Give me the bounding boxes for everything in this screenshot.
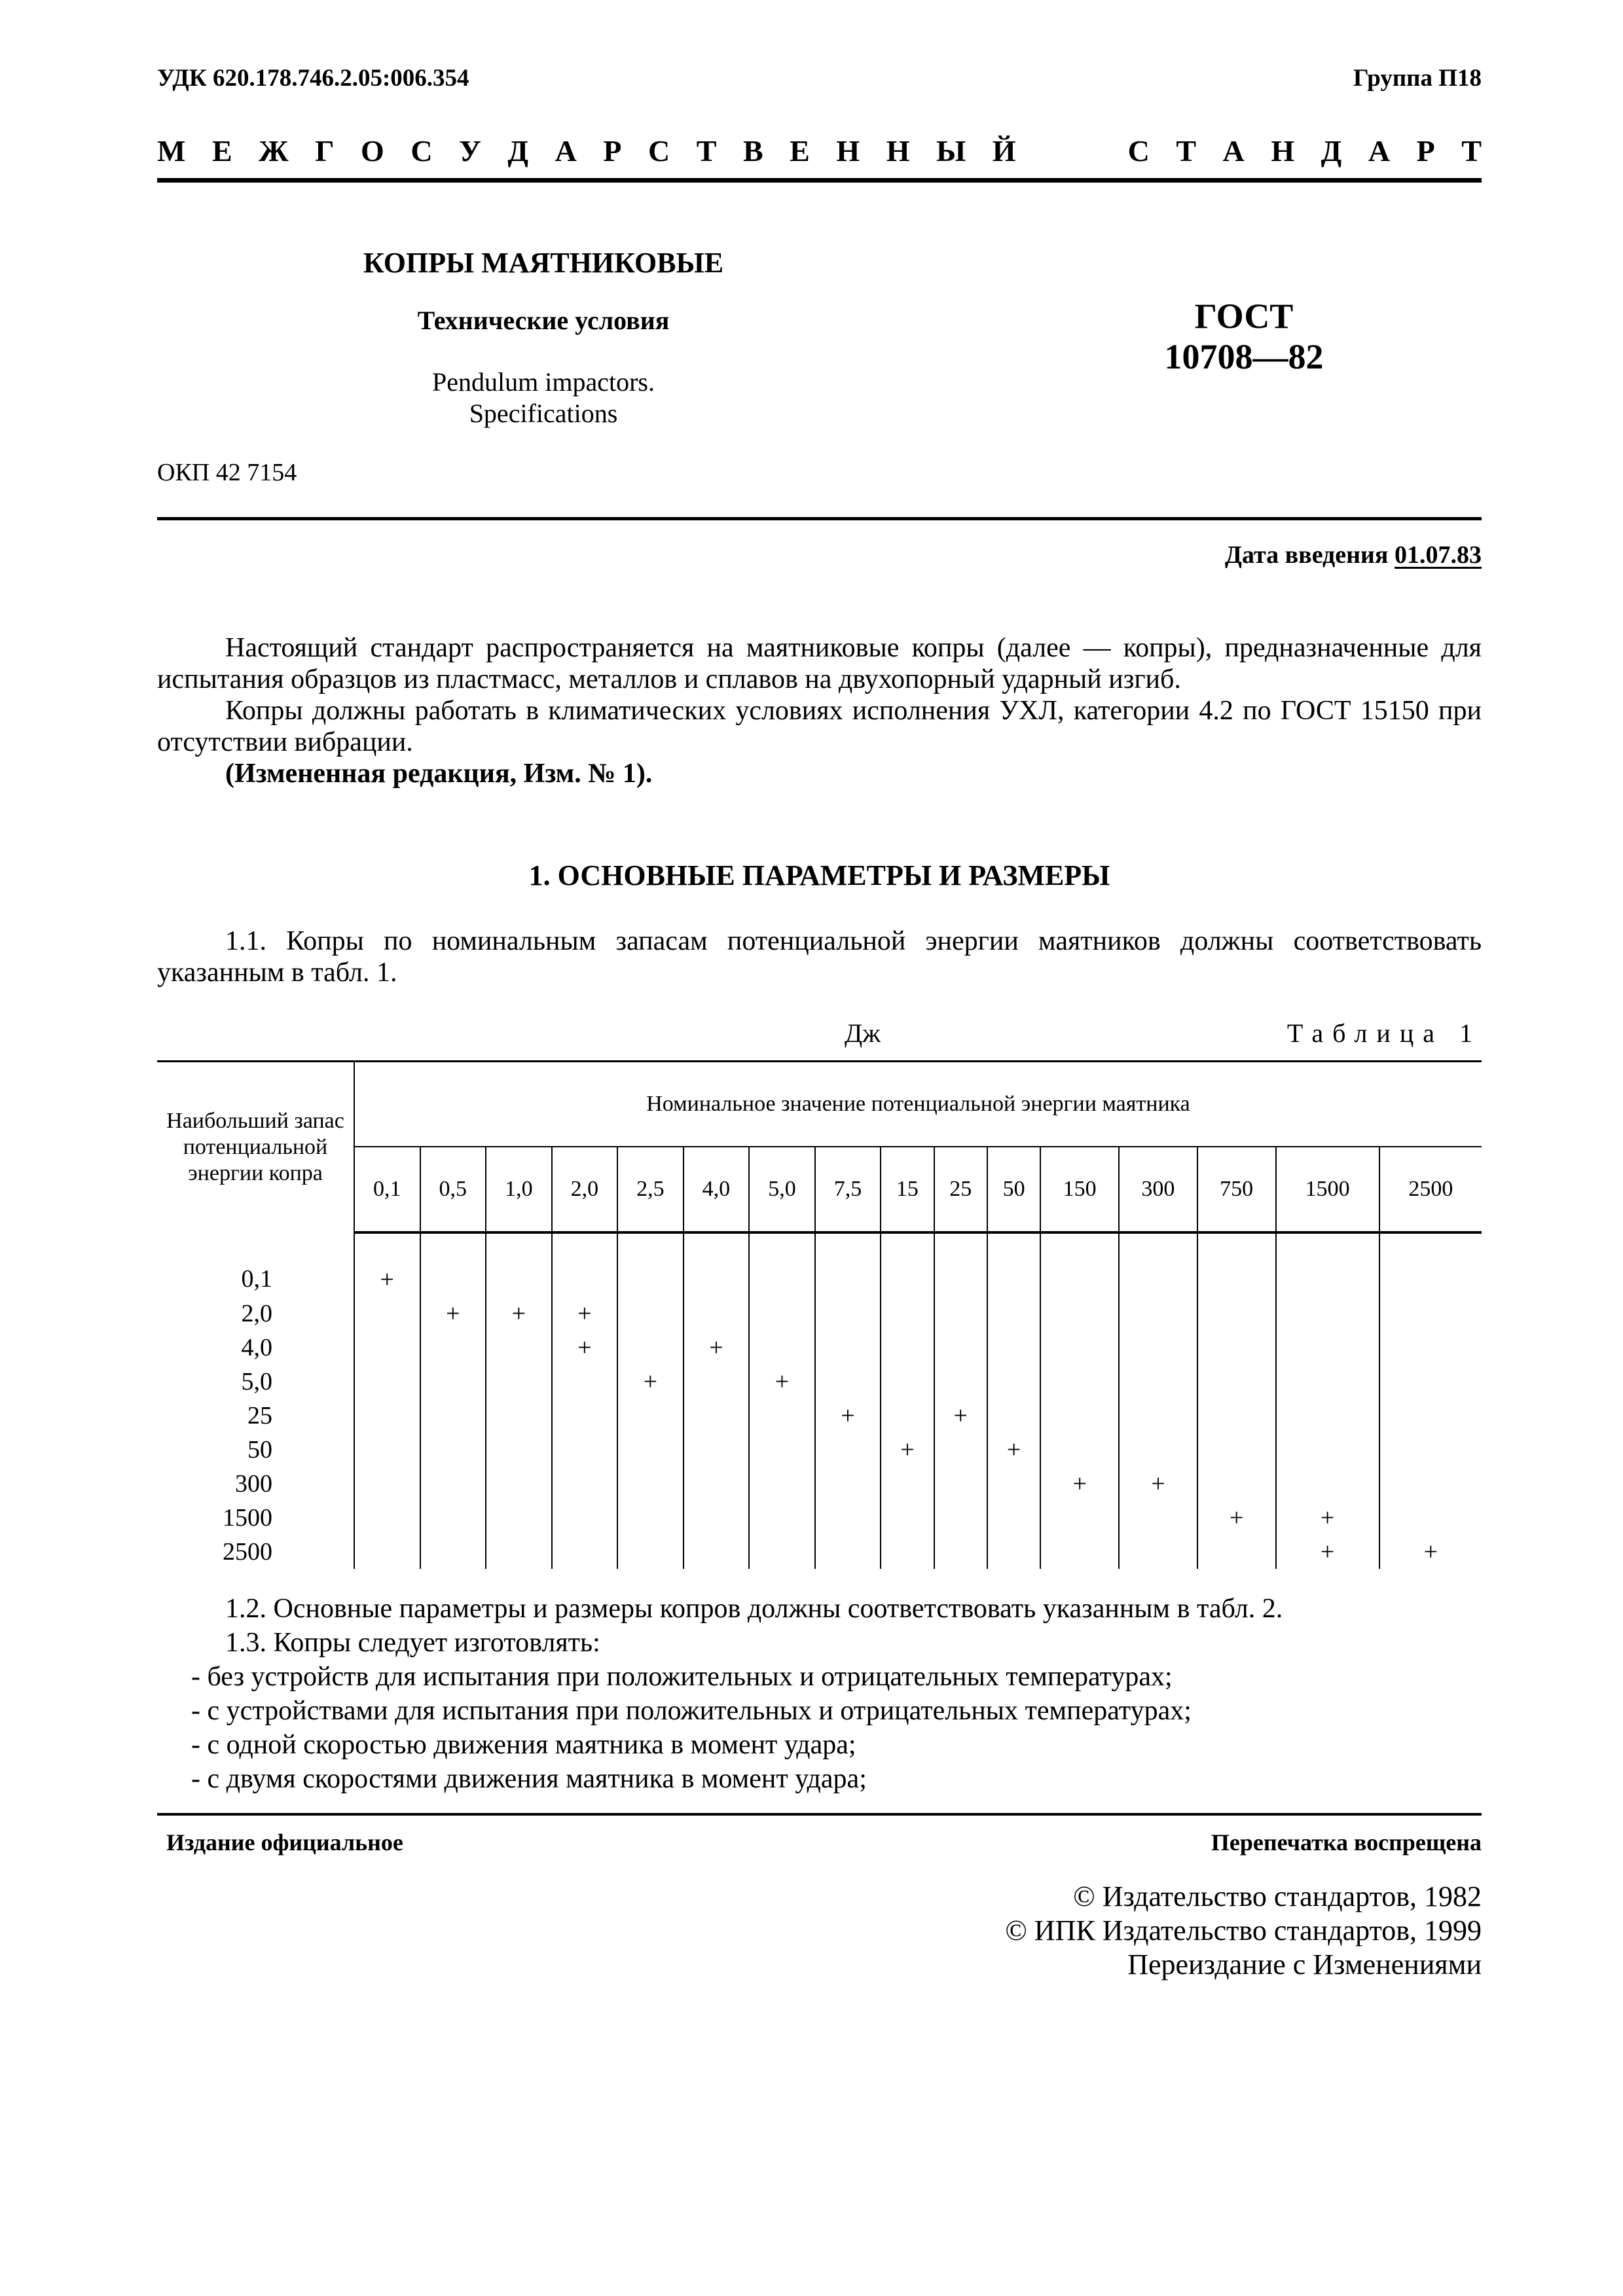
table-1-column-header: 2,5 xyxy=(617,1147,684,1232)
document-subtitle: Технические условия xyxy=(417,306,670,335)
table-1-cell xyxy=(987,1399,1040,1433)
gost-code: 10708—82 xyxy=(1164,337,1324,376)
table-1-cell xyxy=(1379,1501,1482,1535)
table-1-cell xyxy=(881,1535,934,1569)
intro-paragraph-2: Копры должны работать в климатических условиях исполнения УХЛ, категории 4.2 по ГОСТ 15150 при отсутствии вибрации. xyxy=(157,696,1482,757)
table-1-cell xyxy=(1197,1331,1276,1365)
table-1-cell xyxy=(354,1433,420,1467)
table-1-column-header: 25 xyxy=(934,1147,987,1232)
table-1 xyxy=(157,1060,1482,1569)
clauses-1-2-1-3 xyxy=(157,1592,1482,1796)
table-1-cell xyxy=(552,1365,618,1399)
copyright-1999: © ИПК Издательство стандартов, 1999 xyxy=(1005,1914,1482,1946)
table-1-column-header: 15 xyxy=(881,1147,934,1232)
table-1-cell xyxy=(552,1501,618,1535)
table-1-cell xyxy=(881,1501,934,1535)
table-1-cell xyxy=(749,1399,815,1433)
table-1-column-header: 50 xyxy=(987,1147,1040,1232)
table-1-cell xyxy=(1040,1433,1119,1467)
banner-letter: Ы xyxy=(936,134,966,168)
table-1-cell xyxy=(420,1331,486,1365)
table-1-cell xyxy=(815,1297,881,1331)
table-1-row xyxy=(157,1232,1482,1297)
table-1-cell xyxy=(815,1331,881,1365)
banner-letter: Д xyxy=(1321,134,1342,168)
table-1-cell xyxy=(815,1467,881,1501)
table-1-cell xyxy=(684,1232,750,1297)
title-rule xyxy=(157,517,1482,520)
table-1-column-header: 0,1 xyxy=(354,1147,420,1232)
table-1-column-header: 1500 xyxy=(1276,1147,1379,1232)
table-1-cell xyxy=(1197,1433,1276,1467)
table-1-cell xyxy=(486,1501,552,1535)
table-1-cell: + xyxy=(684,1331,750,1365)
table-1-cell xyxy=(486,1232,552,1297)
gost-label: ГОСТ xyxy=(1194,296,1294,336)
introduction-date-value: 01.07.83 xyxy=(1395,541,1482,569)
english-title-line1: Pendulum impactors. xyxy=(432,367,655,397)
manufacture-options-list xyxy=(157,1660,1482,1796)
table-1-cell xyxy=(420,1535,486,1569)
table-1-cell xyxy=(420,1433,486,1467)
table-1-cell xyxy=(617,1433,684,1467)
banner-letter: Р xyxy=(1416,134,1435,168)
table-1-cell xyxy=(486,1365,552,1399)
section-1-title: 1. ОСНОВНЫЕ ПАРАМЕТРЫ И РАЗМЕРЫ xyxy=(528,859,1110,891)
table-1-cell xyxy=(354,1399,420,1433)
table-1-cell xyxy=(420,1365,486,1399)
table-1-cell xyxy=(1379,1232,1482,1297)
table-1-cell xyxy=(881,1365,934,1399)
table-1-cell xyxy=(1119,1297,1197,1331)
table-1-cell xyxy=(934,1297,987,1331)
table-1-column-header: 750 xyxy=(1197,1147,1276,1232)
table-1-cell xyxy=(354,1535,420,1569)
amendment-note: (Измененная редакция, Изм. № 1). xyxy=(225,759,653,789)
table-1-cell xyxy=(1379,1365,1482,1399)
table-1-cell xyxy=(1119,1433,1197,1467)
table-1-cell xyxy=(815,1232,881,1297)
table-1-cell xyxy=(1197,1399,1276,1433)
table-1-cell xyxy=(1119,1232,1197,1297)
table-1-cell xyxy=(1276,1232,1379,1297)
table-1-cell xyxy=(617,1297,684,1331)
reprint-prohibited: Перепечатка воспрещена xyxy=(1211,1829,1482,1856)
table-1-cell xyxy=(420,1467,486,1501)
table-1-cell xyxy=(987,1232,1040,1297)
table-1-row xyxy=(157,1297,1482,1331)
table-1-cell xyxy=(1040,1535,1119,1569)
table-1-cell xyxy=(354,1501,420,1535)
udk-code: УДК 620.178.746.2.05:006.354 xyxy=(157,65,469,92)
table-1-cell xyxy=(1119,1535,1197,1569)
list-item: - без устройств для испытания при положительных и отрицательных температурах; xyxy=(191,1662,1173,1692)
table-1-cell xyxy=(420,1501,486,1535)
table-1-cell xyxy=(486,1467,552,1501)
table-1-cell xyxy=(684,1467,750,1501)
clause-1-1 xyxy=(157,925,1482,988)
table-1-cell xyxy=(1379,1467,1482,1501)
table-1-cell xyxy=(881,1399,934,1433)
table-1-cell xyxy=(1040,1297,1119,1331)
table-1-cell xyxy=(617,1467,684,1501)
table-1-cell xyxy=(1040,1501,1119,1535)
table-1-cell xyxy=(934,1232,987,1297)
table-1-cell xyxy=(1197,1467,1276,1501)
table-1-column-header: 2,0 xyxy=(552,1147,618,1232)
table-1-cell: + xyxy=(749,1365,815,1399)
table-1-cell xyxy=(684,1535,750,1569)
table-1-cell: + xyxy=(420,1297,486,1331)
table-1-cell xyxy=(617,1535,684,1569)
table-1-cell: + xyxy=(354,1232,420,1297)
table-1-cell xyxy=(1379,1433,1482,1467)
table-1-cell xyxy=(1040,1232,1119,1297)
table-1-row xyxy=(157,1433,1482,1467)
banner-letter: А xyxy=(555,134,577,168)
table-1-cell xyxy=(1379,1331,1482,1365)
table-1-cell xyxy=(815,1501,881,1535)
table-1-row-label: 300 xyxy=(157,1467,354,1501)
table-1-row xyxy=(157,1399,1482,1433)
table-1-cell xyxy=(617,1331,684,1365)
banner-letter: С xyxy=(410,134,433,168)
table-1-row-label: 50 xyxy=(157,1433,354,1467)
table-1-cell xyxy=(486,1433,552,1467)
table-1-cell xyxy=(684,1501,750,1535)
table-1-row xyxy=(157,1467,1482,1501)
table-1-cell: + xyxy=(1040,1467,1119,1501)
table-1-cell xyxy=(617,1501,684,1535)
document-title: КОПРЫ МАЯТНИКОВЫЕ xyxy=(363,247,724,279)
banner-letter: Т xyxy=(1176,134,1197,168)
table-1-column-header: 150 xyxy=(1040,1147,1119,1232)
table-1-column-header: 5,0 xyxy=(749,1147,815,1232)
banner-letter: Т xyxy=(696,134,717,168)
table-1-cell: + xyxy=(1276,1501,1379,1535)
table-1-cell xyxy=(1276,1297,1379,1331)
table-1-cell xyxy=(1276,1331,1379,1365)
introduction-date-label: Дата введения xyxy=(1224,541,1389,569)
table-1-cell xyxy=(684,1433,750,1467)
table-1-cell xyxy=(354,1297,420,1331)
banner-letter: Т xyxy=(1461,134,1482,168)
table-1-cell xyxy=(987,1297,1040,1331)
list-item: - с двумя скоростями движения маятника в момент удара; xyxy=(191,1764,867,1794)
table-1-cell xyxy=(1276,1399,1379,1433)
table-1-cell xyxy=(552,1232,618,1297)
table-1-cell: + xyxy=(881,1433,934,1467)
table-1-cell xyxy=(1276,1365,1379,1399)
table-1-column-header: 4,0 xyxy=(684,1147,750,1232)
table-1-cell xyxy=(749,1232,815,1297)
clause-1-1-text: 1.1. Копры по номинальным запасам потенциальной энергии маятников должны соответствовать указанным в табл. 1. xyxy=(157,926,1482,988)
interstate-standard-banner xyxy=(157,134,1482,168)
table-1-cell xyxy=(1119,1501,1197,1535)
english-title xyxy=(314,367,773,429)
table-1-cell xyxy=(684,1365,750,1399)
table-1-cell xyxy=(934,1535,987,1569)
table-1-cell xyxy=(1379,1399,1482,1433)
table-1-cell xyxy=(1197,1365,1276,1399)
table-1-cell xyxy=(934,1501,987,1535)
table-1-cell xyxy=(684,1399,750,1433)
banner-letter: О xyxy=(361,134,384,168)
table-1-cell: + xyxy=(1119,1467,1197,1501)
table-1-cell xyxy=(987,1535,1040,1569)
table-1-cell: + xyxy=(1423,1538,1438,1566)
list-item: - с устройствами для испытания при положительных и отрицательных температурах; xyxy=(191,1696,1192,1726)
banner-letter: Г xyxy=(315,134,335,168)
header-rule xyxy=(157,178,1482,183)
table-1-cell xyxy=(987,1365,1040,1399)
banner-word-gap xyxy=(1042,134,1101,168)
banner-letter: Й xyxy=(992,134,1016,168)
table-1-unit: Дж xyxy=(845,1018,881,1048)
table-1-row-header: Наибольший запас потенциальной энергии копра xyxy=(157,1062,354,1233)
copyright-block xyxy=(1005,1880,1482,1982)
table-1-column-header: 1,0 xyxy=(486,1147,552,1232)
table-1-cell xyxy=(684,1297,750,1331)
table-1-cell xyxy=(1040,1365,1119,1399)
intro-paragraph-1: Настоящий стандарт распространяется на маятниковые копры (далее — копры), предназначенные для испытания образцов из пластмасс, металлов и сплавов на двухопорный ударный изгиб. xyxy=(157,633,1482,694)
official-edition: Издание официальное xyxy=(166,1829,403,1856)
table-1-cell xyxy=(354,1365,420,1399)
table-1-cell xyxy=(1040,1399,1119,1433)
table-1-cell: + xyxy=(617,1365,684,1399)
clause-1-2: 1.2. Основные параметры и размеры копров должны соответствовать указанным в табл. 2. xyxy=(225,1594,1283,1624)
table-1-cell xyxy=(749,1433,815,1467)
table-1-cell xyxy=(1119,1399,1197,1433)
banner-letter: Д xyxy=(507,134,529,168)
table-1-column-header: 7,5 xyxy=(815,1147,881,1232)
gost-number xyxy=(1113,296,1375,377)
table-1-row-label: 2500 xyxy=(157,1535,354,1569)
table-1-cell xyxy=(552,1399,618,1433)
table-1-cell xyxy=(1379,1297,1482,1331)
table-1-cell xyxy=(486,1399,552,1433)
banner-letter: Ж xyxy=(259,134,289,168)
table-1-cell xyxy=(1276,1433,1379,1467)
banner-letter: А xyxy=(1368,134,1391,168)
table-1-cell xyxy=(1119,1331,1197,1365)
table-1-cell xyxy=(749,1535,815,1569)
banner-letter: Н xyxy=(1271,134,1295,168)
table-1-row xyxy=(157,1535,1482,1569)
table-1-cell xyxy=(354,1467,420,1501)
banner-letter: Н xyxy=(886,134,910,168)
table-1-row-label: 25 xyxy=(157,1399,354,1433)
table-1-cell xyxy=(1276,1467,1379,1501)
table-1-row xyxy=(157,1365,1482,1399)
reissue-note: Переиздание с Изменениями xyxy=(1127,1948,1482,1981)
intro-paragraphs xyxy=(157,632,1482,789)
table-1-row-label: 4,0 xyxy=(157,1331,354,1365)
table-1-cell xyxy=(486,1535,552,1569)
banner-letter: С xyxy=(1127,134,1150,168)
banner-letter: Н xyxy=(836,134,860,168)
banner-letter: В xyxy=(742,134,763,168)
table-1-cell: + xyxy=(987,1433,1040,1467)
table-1-cell xyxy=(420,1232,486,1297)
copyright-1982: © Издательство стандартов, 1982 xyxy=(1073,1880,1482,1912)
group-code: Группа П18 xyxy=(1353,65,1482,92)
table-1-cell xyxy=(749,1331,815,1365)
table-1-cell xyxy=(749,1467,815,1501)
table-1-cell xyxy=(1119,1365,1197,1399)
table-1-cell xyxy=(1040,1331,1119,1365)
banner-letter: Р xyxy=(603,134,622,168)
english-title-line2: Specifications xyxy=(469,399,618,428)
table-1-column-header: 2500 xyxy=(1379,1147,1482,1232)
table-1-cell xyxy=(815,1433,881,1467)
table-1-cell xyxy=(749,1501,815,1535)
okp-code: ОКП 42 7154 xyxy=(157,459,297,486)
table-1-cell xyxy=(617,1399,684,1433)
table-1-cell xyxy=(552,1467,618,1501)
table-1-group-header: Номинальное значение потенциальной энергии маятника xyxy=(354,1062,1482,1147)
table-1-row xyxy=(157,1501,1482,1535)
table-1-cell: + xyxy=(1197,1501,1276,1535)
banner-letter: Е xyxy=(790,134,810,168)
table-1-cell xyxy=(815,1535,881,1569)
table-1-row-label: 5,0 xyxy=(157,1365,354,1399)
introduction-date xyxy=(1225,541,1482,569)
banner-letter: С xyxy=(647,134,670,168)
banner-letter: М xyxy=(157,134,186,168)
table-1-cell xyxy=(617,1232,684,1297)
table-1-cell xyxy=(881,1331,934,1365)
table-1-cell xyxy=(815,1365,881,1399)
clause-1-3: 1.3. Копры следует изготовлять: xyxy=(225,1628,600,1658)
table-1-row-label: 2,0 xyxy=(157,1297,354,1331)
table-1-cell: + xyxy=(486,1297,552,1331)
table-1-cell: + xyxy=(815,1399,881,1433)
table-1-cell: + xyxy=(552,1297,618,1331)
table-1-column-header: 0,5 xyxy=(420,1147,486,1232)
table-1-cell xyxy=(552,1433,618,1467)
table-1-cell xyxy=(987,1331,1040,1365)
table-1-cell xyxy=(881,1467,934,1501)
list-item: - с одной скоростью движения маятника в момент удара; xyxy=(191,1730,856,1760)
table-1-cell xyxy=(934,1467,987,1501)
table-1-row xyxy=(157,1331,1482,1365)
footer-rule xyxy=(157,1813,1482,1816)
table-1-cell xyxy=(749,1297,815,1331)
table-1-cell xyxy=(1197,1232,1276,1297)
table-1-cell xyxy=(934,1433,987,1467)
table-1-cell xyxy=(987,1501,1040,1535)
table-1-cell xyxy=(1197,1297,1276,1331)
table-1-cell xyxy=(420,1399,486,1433)
table-1-cell xyxy=(881,1232,934,1297)
table-1-cell xyxy=(354,1331,420,1365)
table-1-cell xyxy=(987,1467,1040,1501)
table-1-row-label: 1500 xyxy=(157,1501,354,1535)
table-1-cell xyxy=(934,1365,987,1399)
table-1-column-header: 300 xyxy=(1119,1147,1197,1232)
table-1-cell: + xyxy=(934,1399,987,1433)
table-1-cell: + xyxy=(1276,1535,1379,1569)
table-1-cell xyxy=(881,1297,934,1331)
table-1-row-label: 0,1 xyxy=(157,1232,354,1297)
table-1-caption: Таблица 1 xyxy=(1286,1018,1482,1048)
table-1-cell: + xyxy=(552,1331,618,1365)
table-1-cell xyxy=(1197,1535,1276,1569)
table-1-cell xyxy=(486,1331,552,1365)
table-1-cell xyxy=(934,1331,987,1365)
banner-letter: У xyxy=(459,134,481,168)
banner-letter: А xyxy=(1222,134,1245,168)
banner-letter: Е xyxy=(211,134,232,168)
table-1-cell xyxy=(552,1535,618,1569)
